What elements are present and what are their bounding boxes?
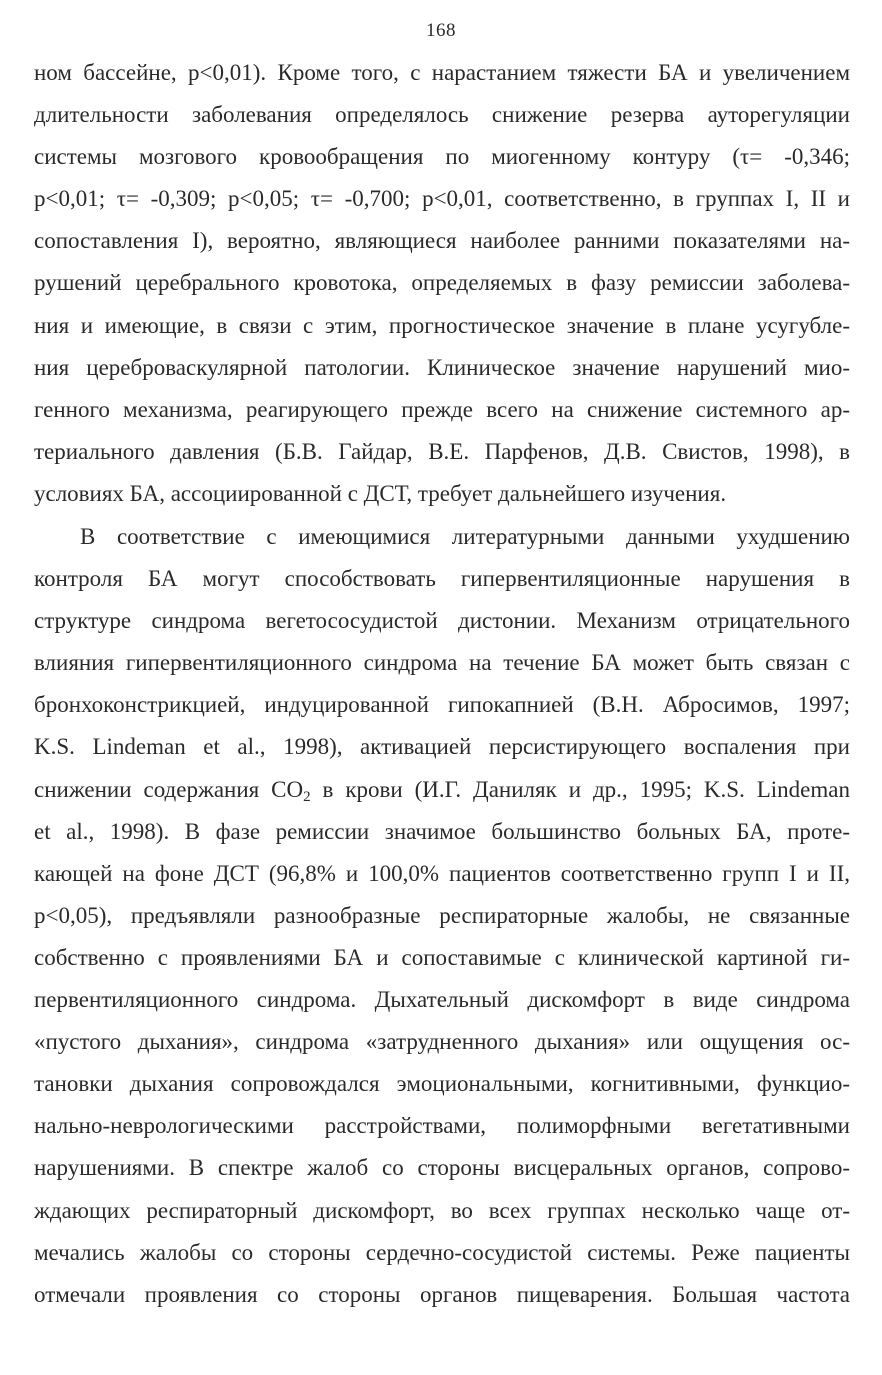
paragraph-2: [34, 516, 850, 1316]
paragraph-line: et al., 1998). В фазе ремиссии значимое большинство больных БА, проте-: [34, 818, 850, 844]
paragraph-line: сопоставления I), вероятно, являющиеся наиболее ранними показателями на-: [34, 228, 850, 254]
paragraph-line: тановки дыхания сопровождался эмоциональными, когнитивными, функцио-: [34, 1071, 850, 1097]
paragraph-line: ном бассейне, p<0,01). Кроме того, с нарастанием тяжести БА и увеличением: [34, 60, 850, 85]
paragraph-line: рушений церебрального кровотока, определяемых в фазу ремиссии заболева-: [34, 270, 850, 296]
paragraph-line: K.S. Lindeman et al., 1998), активацией персистирующего воспаления при: [34, 734, 850, 760]
paragraph-line: условиях БА, ассоциированной с ДСТ, требует дальнейшего изучения.: [34, 480, 727, 506]
paragraph-line: p<0,01; τ= -0,309; p<0,05; τ= -0,700; p<0,01, соответственно, в группах I, II и: [34, 186, 850, 212]
paragraph-line: мечались жалобы со стороны сердечно-сосудистой системы. Реже пациенты: [34, 1239, 850, 1265]
paragraph-line: системы мозгового кровообращения по миогенному контуру (τ= -0,346;: [34, 144, 850, 170]
paragraph-1: [34, 52, 850, 515]
line-text-before-subscript: снижении содержания CO: [34, 776, 304, 802]
paragraph-line: собственно с проявлениями БА и сопоставимые с клинической картиной ги-: [34, 944, 850, 970]
paragraph-line: кающей на фоне ДСТ (96,8% и 100,0% пациентов соответственно групп I и II,: [34, 860, 850, 886]
paragraph-line: p<0,05), предъявляли разнообразные респираторные жалобы, не связанные: [34, 902, 850, 928]
paragraph-line: нально-неврологическими расстройствами, полиморфными вегетативными: [34, 1113, 850, 1139]
paragraph-line: В соответствие с имеющимися литературными данными ухудшению: [80, 524, 850, 549]
paragraph-line-with-subscript: [34, 769, 850, 811]
paragraph-line: структуре синдрома вегетососудистой дистонии. Механизм отрицательного: [34, 608, 850, 634]
paragraph-line: ждающих респираторный дискомфорт, во всех группах несколько чаще от-: [34, 1197, 850, 1223]
paragraph-line: первентиляционного синдрома. Дыхательный дискомфорт в виде синдрома: [34, 987, 850, 1013]
paragraph-line: ния цереброваскулярной патологии. Клиническое значение нарушений мио-: [34, 354, 850, 380]
line-text-after-subscript: в крови (И.Г. Даниляк и др., 1995; K.S. Lindeman: [310, 776, 850, 802]
paragraph-line: нарушениями. В спектре жалоб со стороны висцеральных органов, сопрово-: [34, 1155, 850, 1181]
paragraph-line: длительности заболевания определялось снижение резерва ауторегуляции: [34, 102, 850, 128]
paragraph-line: генного механизма, реагирующего прежде всего на снижение системного ар-: [34, 396, 850, 422]
paragraph-line: териального давления (Б.В. Гайдар, В.Е. Парфенов, Д.В. Свистов, 1998), в: [34, 438, 850, 464]
paragraph-line: отмечали проявления со стороны органов пищеварения. Большая частота: [34, 1281, 850, 1307]
paragraph-line: «пустого дыхания», синдрома «затрудненного дыхания» или ощущения ос-: [34, 1029, 850, 1055]
paragraph-line: контроля БА могут способствовать гипервентиляционные нарушения в: [34, 566, 850, 592]
subscript-2: 2: [303, 788, 311, 805]
paragraph-line: бронхоконстрикцией, индуцированной гипокапнией (В.Н. Абросимов, 1997;: [34, 692, 850, 718]
paragraph-line: влияния гипервентиляционного синдрома на течение БА может быть связан с: [34, 650, 850, 676]
paragraph-line: ния и имеющие, в связи с этим, прогностическое значение в плане усугубле-: [34, 312, 850, 338]
page-number: 168: [426, 20, 456, 41]
